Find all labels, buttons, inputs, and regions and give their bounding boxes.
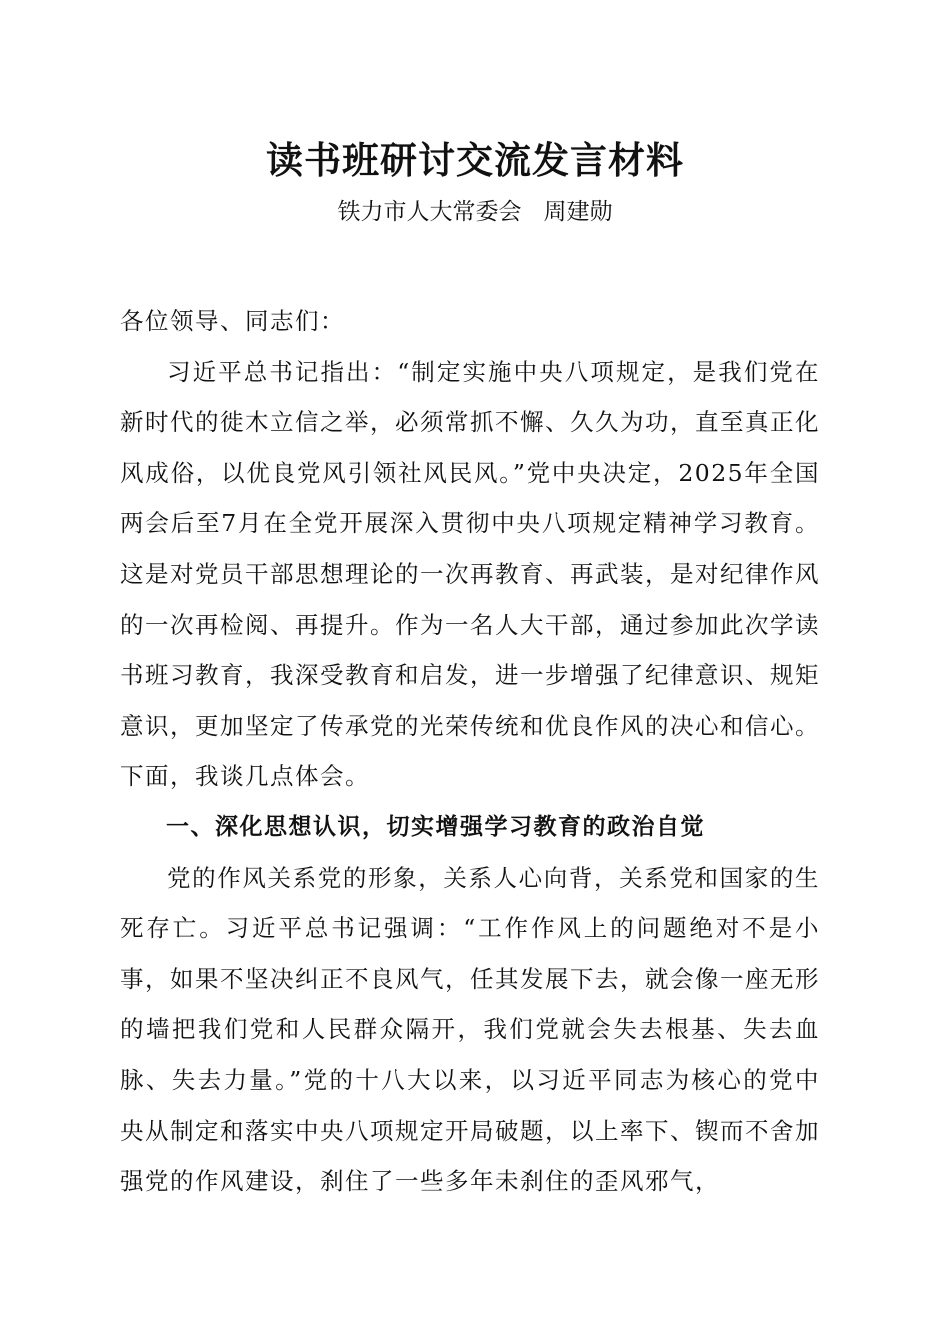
document-author-line: 铁力市人大常委会 周建勋 (337, 199, 613, 225)
section-paragraph: 党的作风关系党的形象，关系人心向背，关系党和国家的生死存亡。习近平总书记强调：“工作作风上的问题绝对不是小事，如果不坚决纠正不良风气，任其发展下去，就会像一座无形的墙把我们党和人民群众隔开，我们党就会失去根基、失去血脉、失去力量。”党的十八大以来，以习近平同志为核心的党中央从制定和落实中央八项规定开局破题，以上率下、锲而不舍加强党的作风建设，刹住了一些多年未刹住的歪风邪气， (120, 863, 820, 1196)
section-heading: 一、深化思想认识，切实增强学习教育的政治自觉 (166, 813, 705, 840)
intro-paragraph: 习近平总书记指出：“制定实施中央八项规定，是我们党在新时代的徙木立信之举，必须常抓不懈、久久为功，直至真正化风成俗，以优良党风引领社风民风。”党中央决定，2025年全国两会后至7月在全党开展深入贯彻中央八项规定精神学习教育。这是对党员干部思想理论的一次再教育、再武装，是对纪律作风的一次再检阅、再提升。作为一名人大干部，通过参加此次学读书班习教育，我深受教育和启发，进一步增强了纪律意识、规矩意识，更加坚定了传承党的光荣传统和优良作风的决心和信心。下面，我谈几点体会。 (120, 357, 820, 791)
document-body (120, 296, 820, 1207)
document-title: 读书班研讨交流发言材料 (266, 138, 684, 182)
salutation: 各位领导、同志们： (120, 307, 345, 335)
